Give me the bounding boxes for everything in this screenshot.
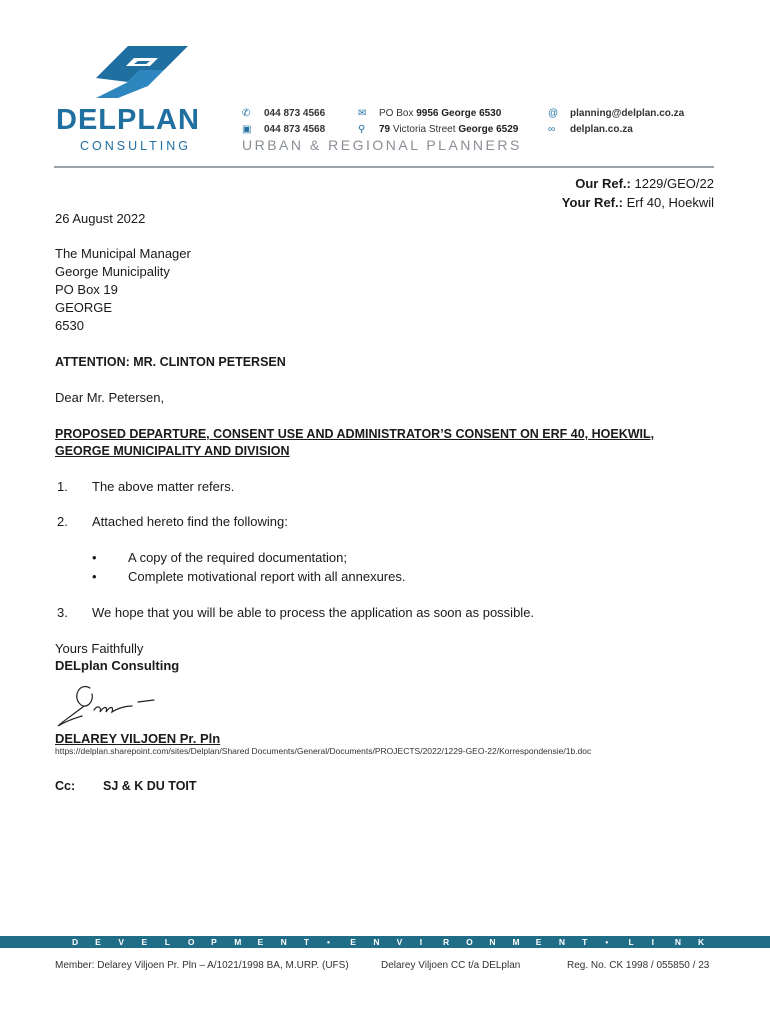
- footer-letter: M: [512, 937, 520, 947]
- footer-letter: E: [141, 937, 148, 947]
- footer-letter: E: [535, 937, 542, 947]
- footer-letter: •: [327, 937, 331, 947]
- item-number: 3.: [57, 605, 68, 620]
- brand-subtitle: CONSULTING: [80, 139, 192, 153]
- footer-letter: L: [628, 937, 634, 947]
- footer-company: Delarey Viljoen CC t/a DELplan: [381, 960, 521, 971]
- footer-letter: E: [95, 937, 101, 947]
- street-name: Victoria Street: [390, 124, 459, 135]
- bullet-text: Complete motivational report with all annexures.: [128, 569, 406, 584]
- brand-name: DELPLAN: [56, 104, 200, 136]
- our-ref-value: 1229/GEO/22: [630, 176, 714, 191]
- po-box-prefix: PO Box: [379, 108, 417, 119]
- link-icon: ∞: [548, 124, 556, 135]
- attention-line: ATTENTION: MR. CLINTON PETERSEN: [55, 355, 286, 369]
- footer-letter: R: [442, 937, 450, 947]
- references-block: [562, 174, 714, 212]
- subject-line-2: GEORGE MUNICIPALITY AND DIVISION: [55, 444, 290, 458]
- cc-label: Cc:: [55, 779, 76, 793]
- list-item: [57, 513, 288, 531]
- addressee-block: [55, 245, 191, 335]
- footer-letter: D: [72, 937, 79, 947]
- item-text: The above matter refers.: [92, 479, 235, 494]
- our-ref: [562, 174, 714, 193]
- footer-letter: P: [211, 937, 217, 947]
- footer-letter: N: [558, 937, 566, 947]
- phone-icon: ✆: [242, 108, 251, 119]
- mail-icon: ✉: [358, 108, 367, 119]
- document-path: https://delplan.sharepoint.com/sites/Delplan/Shared Documents/General/Documents/PROJECTS/2022/1229-GEO-22/Korrespondensie/1b.doc: [55, 746, 592, 756]
- list-item: [57, 478, 234, 496]
- footer-letter: E: [257, 937, 264, 947]
- footer-letter: N: [373, 937, 380, 947]
- delplan-logo-mark: [88, 40, 198, 100]
- footer-letter: I: [651, 937, 654, 947]
- po-box: [379, 108, 501, 119]
- closing: Yours Faithfully: [55, 641, 144, 656]
- signature: [54, 676, 164, 732]
- footer-letter: N: [280, 937, 287, 947]
- header-divider: [54, 166, 714, 168]
- footer-letter: •: [605, 937, 609, 947]
- street-address: [379, 124, 518, 135]
- footer-letter: N: [674, 937, 681, 947]
- footer-letter: E: [350, 937, 356, 947]
- bullet-icon: •: [92, 550, 97, 565]
- footer-letter: L: [164, 937, 170, 947]
- footer-member: Member: Delarey Viljoen Pr. Pln – A/1021/1998 BA, M.URP. (UFS): [55, 960, 349, 971]
- footer-letter: M: [234, 937, 242, 947]
- footer-letter: K: [698, 937, 705, 947]
- subject-line-1: PROPOSED DEPARTURE, CONSENT USE AND ADMINISTRATOR’S CONSENT ON ERF 40, HOEKWIL,: [55, 427, 655, 441]
- footer-letter: T: [303, 937, 310, 947]
- phone-number-2: 044 873 4568: [264, 124, 326, 135]
- bullet-item: [92, 568, 406, 586]
- tagline: URBAN & REGIONAL PLANNERS: [242, 137, 522, 153]
- bullet-item: [92, 549, 347, 567]
- email-link[interactable]: planning@delplan.co.za: [570, 108, 685, 119]
- footer-letter: I: [419, 937, 423, 947]
- addressee-line: George Municipality: [55, 264, 170, 279]
- footer-letter: T: [582, 937, 588, 947]
- addressee-line: PO Box 19: [55, 282, 118, 297]
- cc-value: SJ & K DU TOIT: [103, 779, 197, 793]
- item-text: We hope that you will be able to process the application as soon as possible.: [92, 605, 535, 620]
- our-ref-label: Our Ref.:: [575, 176, 631, 191]
- addressee-line: The Municipal Manager: [55, 246, 191, 261]
- street-number: 79: [379, 124, 391, 135]
- at-icon: @: [548, 108, 559, 119]
- letter-date: 26 August 2022: [55, 211, 146, 226]
- bullet-text: A copy of the required documentation;: [128, 550, 347, 565]
- signatory-name: DELAREY VILJOEN Pr. Pln: [55, 731, 221, 746]
- company-name: DELplan Consulting: [55, 658, 180, 673]
- footer-letter: O: [466, 937, 473, 947]
- subject-heading: [55, 426, 695, 460]
- phone-number-1: 044 873 4566: [264, 108, 326, 119]
- item-number: 1.: [57, 479, 68, 494]
- item-number: 2.: [57, 514, 68, 529]
- fax-icon: ▣: [242, 124, 252, 135]
- website-link[interactable]: delplan.co.za: [570, 124, 633, 135]
- footer-letter: V: [118, 937, 125, 947]
- footer-letter: O: [187, 937, 195, 947]
- street-city: George 6529: [458, 124, 519, 135]
- your-ref-value: Erf 40, Hoekwil: [622, 195, 714, 210]
- footer-letters: [0, 936, 770, 948]
- your-ref: [562, 193, 714, 212]
- footer-reg-no: Reg. No. CK 1998 / 055850 / 23: [567, 960, 710, 971]
- bullet-icon: •: [92, 569, 97, 584]
- addressee-line: 6530: [55, 318, 84, 333]
- item-text: Attached hereto find the following:: [92, 514, 288, 529]
- location-icon: ⚲: [358, 124, 366, 135]
- salutation: Dear Mr. Petersen,: [55, 390, 165, 405]
- footer-letter: V: [396, 937, 403, 947]
- addressee-line: GEORGE: [55, 300, 113, 315]
- list-item: [57, 604, 534, 622]
- footer-letter: N: [489, 937, 496, 947]
- po-box-bold: 9956 George 6530: [416, 108, 502, 119]
- your-ref-label: Your Ref.:: [561, 195, 623, 210]
